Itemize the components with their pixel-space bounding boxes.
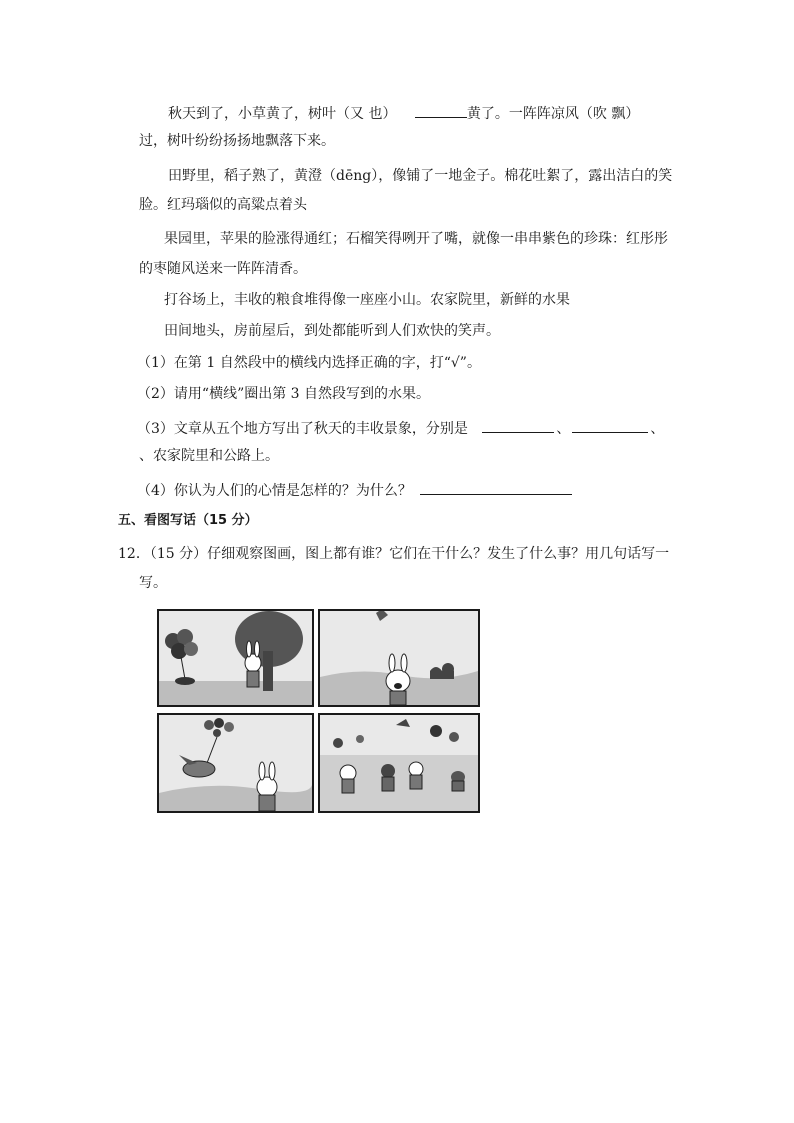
panel-bird-balloons: [157, 713, 314, 813]
question-3-line-1: （3）文章从五个地方写出了秋天的丰收景象，分别是 、 、: [137, 418, 664, 438]
section-5-heading: 五、看图写话（15 分）: [118, 513, 258, 528]
panel-rabbit-crying: [318, 609, 480, 707]
panel-1-illustration: [159, 611, 312, 705]
question-12-line-2: 写。: [139, 575, 167, 591]
question-4: （4）你认为人们的心情是怎样的？为什么？: [137, 480, 572, 500]
question-12-line-1: 12．（15 分）仔细观察图画，图上都有谁？它们在干什么？发生了什么事？用几句话写一: [118, 546, 670, 562]
paragraph-2-line-1: 田野里，稻子熟了，黄澄（dēng），像铺了一地金子。棉花吐絮了，露出洁白的笑: [168, 168, 673, 184]
paragraph-5: 田间地头，房前屋后，到处都能听到人们欢快的笑声。: [164, 323, 500, 339]
paragraph-4: 打谷场上，丰收的粮食堆得像一座座小山。农家院里，新鲜的水果: [164, 292, 570, 308]
paragraph-3-line-1: 果园里，苹果的脸涨得通红；石榴笑得咧开了嘴，就像一串串紫色的珍珠：红彤彤: [164, 231, 668, 247]
paragraph-2-line-2: 脸。红玛瑙似的高粱点着头: [139, 197, 307, 213]
panel-rabbit-balloons: [157, 609, 314, 707]
answer-blank-1[interactable]: [415, 103, 467, 118]
answer-blank-3b[interactable]: [572, 418, 648, 433]
answer-blank-3a[interactable]: [482, 418, 554, 433]
answer-blank-4[interactable]: [420, 480, 572, 495]
panel-friends-balloons: [318, 713, 480, 813]
panel-3-illustration: [159, 715, 312, 811]
paragraph-1-line-2: 过，树叶纷纷扬扬地飘落下来。: [139, 133, 335, 149]
question-1: （1）在第 1 自然段中的横线内选择正确的字，打“√”。: [137, 355, 481, 371]
paragraph-3-line-2: 的枣随风送来一阵阵清香。: [139, 261, 307, 277]
question-3-line-2: 、农家院里和公路上。: [139, 448, 279, 464]
picture-story-figure: [157, 606, 479, 814]
question-2: （2）请用“横线”圈出第 3 自然段写到的水果。: [137, 386, 431, 402]
panel-2-illustration: [320, 611, 478, 705]
paragraph-1-line-1: 秋天到了，小草黄了，树叶（又 也） 黄了。一阵阵凉风（吹 飘）: [168, 103, 639, 123]
panel-4-illustration: [320, 715, 478, 811]
